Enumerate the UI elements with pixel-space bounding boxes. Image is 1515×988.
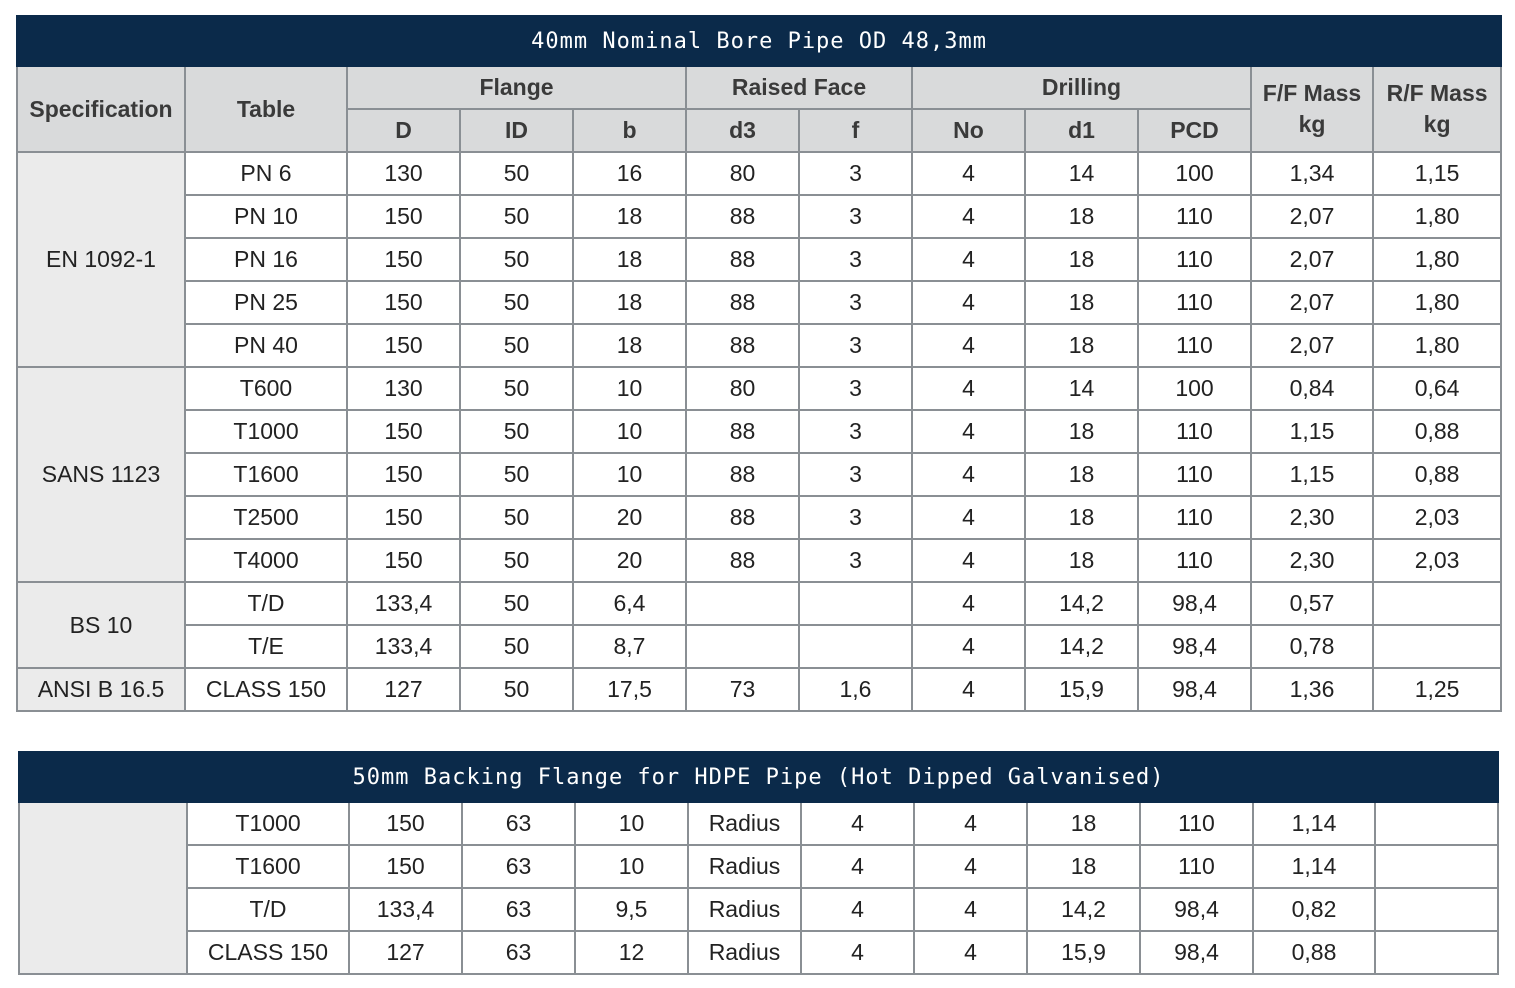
table-row [19,931,1498,974]
f-cell: 3 [799,539,912,582]
table-cell: PN 6 [185,152,347,195]
no-cell: 4 [912,582,1025,625]
table-cell: T2500 [185,496,347,539]
ff-mass-cell: 1,34 [1251,152,1373,195]
ff-mass-cell: 0,78 [1251,625,1373,668]
d-cell: 150 [349,845,462,888]
d1-cell: 18 [1025,496,1138,539]
id-cell: 63 [462,845,575,888]
pcd-cell: 110 [1138,324,1251,367]
rf-mass-cell: 1,80 [1373,324,1501,367]
pcd-cell: 98,4 [1140,931,1253,974]
id-cell: 63 [462,931,575,974]
rf-mass-cell [1375,931,1498,974]
d3-cell [686,625,799,668]
pcd-cell: 110 [1138,410,1251,453]
pcd-cell: 110 [1140,845,1253,888]
rf-mass-cell: 1,80 [1373,281,1501,324]
header-ff-mass: F/F Mass kg [1251,66,1373,152]
d-cell: 150 [347,195,460,238]
d1-cell: 18 [1025,453,1138,496]
table-row [17,410,1501,453]
table-row [17,625,1501,668]
b-cell: 18 [573,281,686,324]
pcd-cell: 98,4 [1138,625,1251,668]
b-cell: 9,5 [575,888,688,931]
d-cell: 150 [347,238,460,281]
table-row [19,802,1498,845]
d-cell: 150 [347,281,460,324]
pcd-cell: 110 [1138,539,1251,582]
ff-mass-cell: 1,36 [1251,668,1373,711]
f-cell: 4 [801,931,914,974]
d1-cell: 14,2 [1027,888,1140,931]
f-cell: 3 [799,324,912,367]
d-cell: 150 [347,539,460,582]
no-cell: 4 [912,238,1025,281]
id-cell: 50 [460,152,573,195]
no-cell: 4 [914,931,1027,974]
rf-mass-cell: 2,03 [1373,539,1501,582]
no-cell: 4 [912,453,1025,496]
ff-mass-cell: 1,15 [1251,453,1373,496]
ff-mass-cell: 2,07 [1251,324,1373,367]
d3-cell: 88 [686,410,799,453]
d1-cell: 14 [1025,367,1138,410]
b-cell: 17,5 [573,668,686,711]
b-cell: 18 [573,238,686,281]
f-cell: 4 [801,888,914,931]
header-d1: d1 [1025,109,1138,152]
ff-mass-cell: 1,14 [1253,802,1375,845]
ff-mass-cell: 2,07 [1251,281,1373,324]
f-cell: 3 [799,367,912,410]
table-row [17,496,1501,539]
d3-cell: Radius [688,888,801,931]
table-row [17,281,1501,324]
ff-mass-cell: 2,30 [1251,496,1373,539]
no-cell: 4 [912,152,1025,195]
table-cell: T/D [187,888,349,931]
spec-cell: EN 1092-1 [17,152,185,367]
d3-cell [686,582,799,625]
f-cell: 4 [801,845,914,888]
id-cell: 50 [460,453,573,496]
no-cell: 4 [912,625,1025,668]
rf-mass-cell [1375,888,1498,931]
d-cell: 150 [347,410,460,453]
table-row [17,453,1501,496]
pcd-cell: 110 [1140,802,1253,845]
header-d3: d3 [686,109,799,152]
ff-mass-cell: 2,30 [1251,539,1373,582]
f-cell [799,582,912,625]
header-drilling: Drilling [912,66,1251,109]
rf-mass-cell: 2,03 [1373,496,1501,539]
header-table: Table [185,66,347,152]
table-row [17,367,1501,410]
d3-cell: Radius [688,931,801,974]
spec-cell [19,802,187,974]
b-cell: 10 [573,410,686,453]
header-specification: Specification [17,66,185,152]
table-row [19,845,1498,888]
ff-mass-cell: 2,07 [1251,195,1373,238]
table-cell: T/E [185,625,347,668]
f-cell: 1,6 [799,668,912,711]
d3-cell: 88 [686,324,799,367]
b-cell: 10 [575,845,688,888]
d-cell: 133,4 [347,625,460,668]
header-flange: Flange [347,66,686,109]
ff-mass-cell: 0,84 [1251,367,1373,410]
b-cell: 6,4 [573,582,686,625]
table-title: 40mm Nominal Bore Pipe OD 48,3mm [17,16,1501,66]
pcd-cell: 110 [1138,453,1251,496]
no-cell: 4 [914,845,1027,888]
id-cell: 50 [460,625,573,668]
table-row [17,238,1501,281]
spec-cell: SANS 1123 [17,367,185,582]
table-cell: T1600 [185,453,347,496]
b-cell: 16 [573,152,686,195]
id-cell: 63 [462,888,575,931]
header-raised-face: Raised Face [686,66,912,109]
pcd-cell: 98,4 [1138,582,1251,625]
rf-mass-cell: 1,25 [1373,668,1501,711]
table-body [17,152,1501,711]
d3-cell: 88 [686,539,799,582]
b-cell: 18 [573,195,686,238]
d3-cell: 88 [686,496,799,539]
d1-cell: 14 [1025,152,1138,195]
id-cell: 50 [460,324,573,367]
ff-mass-cell: 0,57 [1251,582,1373,625]
rf-mass-cell: 0,88 [1373,410,1501,453]
table-cell: CLASS 150 [187,931,349,974]
no-cell: 4 [912,367,1025,410]
pcd-cell: 100 [1138,152,1251,195]
header-f: f [799,109,912,152]
table-row [17,195,1501,238]
f-cell: 3 [799,152,912,195]
no-cell: 4 [912,496,1025,539]
b-cell: 10 [573,453,686,496]
id-cell: 50 [460,496,573,539]
table-cell: PN 10 [185,195,347,238]
backing-flange-table-50mm [18,751,1499,975]
d1-cell: 14,2 [1025,582,1138,625]
d3-cell: 80 [686,367,799,410]
table-row [17,668,1501,711]
rf-mass-cell: 1,15 [1373,152,1501,195]
table-cell: T4000 [185,539,347,582]
rf-mass-cell [1375,845,1498,888]
table-row [17,539,1501,582]
d1-cell: 18 [1025,195,1138,238]
d1-cell: 18 [1027,802,1140,845]
d-cell: 133,4 [347,582,460,625]
f-cell [799,625,912,668]
d1-cell: 18 [1025,324,1138,367]
table-body [19,802,1498,974]
no-cell: 4 [914,888,1027,931]
header-id: ID [460,109,573,152]
table-cell: T/D [185,582,347,625]
id-cell: 50 [460,281,573,324]
ff-mass-cell: 2,07 [1251,238,1373,281]
d3-cell: 80 [686,152,799,195]
f-cell: 3 [799,410,912,453]
b-cell: 8,7 [573,625,686,668]
header-no: No [912,109,1025,152]
table-cell: CLASS 150 [185,668,347,711]
id-cell: 50 [460,539,573,582]
ff-mass-cell: 0,88 [1253,931,1375,974]
no-cell: 4 [912,668,1025,711]
rf-mass-cell [1373,582,1501,625]
d1-cell: 14,2 [1025,625,1138,668]
ff-mass-cell: 0,82 [1253,888,1375,931]
d1-cell: 15,9 [1027,931,1140,974]
table-row [17,324,1501,367]
rf-mass-cell: 1,80 [1373,195,1501,238]
id-cell: 50 [460,367,573,410]
table-cell: T1600 [187,845,349,888]
pcd-cell: 110 [1138,496,1251,539]
pcd-cell: 110 [1138,238,1251,281]
id-cell: 50 [460,195,573,238]
header-pcd: PCD [1138,109,1251,152]
no-cell: 4 [914,802,1027,845]
rf-mass-cell [1373,625,1501,668]
id-cell: 63 [462,802,575,845]
d-cell: 133,4 [349,888,462,931]
flange-table-40mm [16,15,1502,712]
spec-cell: BS 10 [17,582,185,668]
b-cell: 18 [573,324,686,367]
table-cell: PN 25 [185,281,347,324]
d1-cell: 15,9 [1025,668,1138,711]
no-cell: 4 [912,410,1025,453]
b-cell: 20 [573,496,686,539]
header-rf-mass: R/F Mass kg [1373,66,1501,152]
d-cell: 150 [347,453,460,496]
rf-mass-cell: 0,64 [1373,367,1501,410]
pcd-cell: 98,4 [1138,668,1251,711]
b-cell: 10 [573,367,686,410]
f-cell: 3 [799,195,912,238]
f-cell: 3 [799,238,912,281]
d1-cell: 18 [1025,410,1138,453]
d3-cell: 88 [686,238,799,281]
header-b: b [573,109,686,152]
d-cell: 127 [347,668,460,711]
d-cell: 150 [349,802,462,845]
id-cell: 50 [460,238,573,281]
d3-cell: 88 [686,281,799,324]
d1-cell: 18 [1025,539,1138,582]
id-cell: 50 [460,582,573,625]
ff-mass-cell: 1,15 [1251,410,1373,453]
pcd-cell: 100 [1138,367,1251,410]
f-cell: 3 [799,281,912,324]
d-cell: 150 [347,496,460,539]
rf-mass-cell: 0,88 [1373,453,1501,496]
no-cell: 4 [912,281,1025,324]
table-cell: T1000 [187,802,349,845]
rf-mass-cell: 1,80 [1373,238,1501,281]
d1-cell: 18 [1027,845,1140,888]
f-cell: 4 [801,802,914,845]
table-cell: T1000 [185,410,347,453]
pcd-cell: 110 [1138,195,1251,238]
pcd-cell: 98,4 [1140,888,1253,931]
no-cell: 4 [912,539,1025,582]
table-cell: T600 [185,367,347,410]
d-cell: 150 [347,324,460,367]
d-cell: 130 [347,367,460,410]
rf-mass-cell [1375,802,1498,845]
b-cell: 10 [575,802,688,845]
d3-cell: Radius [688,845,801,888]
f-cell: 3 [799,453,912,496]
d-cell: 130 [347,152,460,195]
id-cell: 50 [460,668,573,711]
b-cell: 12 [575,931,688,974]
b-cell: 20 [573,539,686,582]
no-cell: 4 [912,324,1025,367]
f-cell: 3 [799,496,912,539]
d1-cell: 18 [1025,238,1138,281]
d3-cell: Radius [688,802,801,845]
d-cell: 127 [349,931,462,974]
id-cell: 50 [460,410,573,453]
d3-cell: 88 [686,453,799,496]
spec-cell: ANSI B 16.5 [17,668,185,711]
d3-cell: 88 [686,195,799,238]
d1-cell: 18 [1025,281,1138,324]
table-cell: PN 16 [185,238,347,281]
d3-cell: 73 [686,668,799,711]
table-row [19,888,1498,931]
pcd-cell: 110 [1138,281,1251,324]
no-cell: 4 [912,195,1025,238]
header-d: D [347,109,460,152]
ff-mass-cell: 1,14 [1253,845,1375,888]
table-row [17,152,1501,195]
table-cell: PN 40 [185,324,347,367]
table-title: 50mm Backing Flange for HDPE Pipe (Hot Dipped Galvanised) [19,752,1498,802]
table-row [17,582,1501,625]
